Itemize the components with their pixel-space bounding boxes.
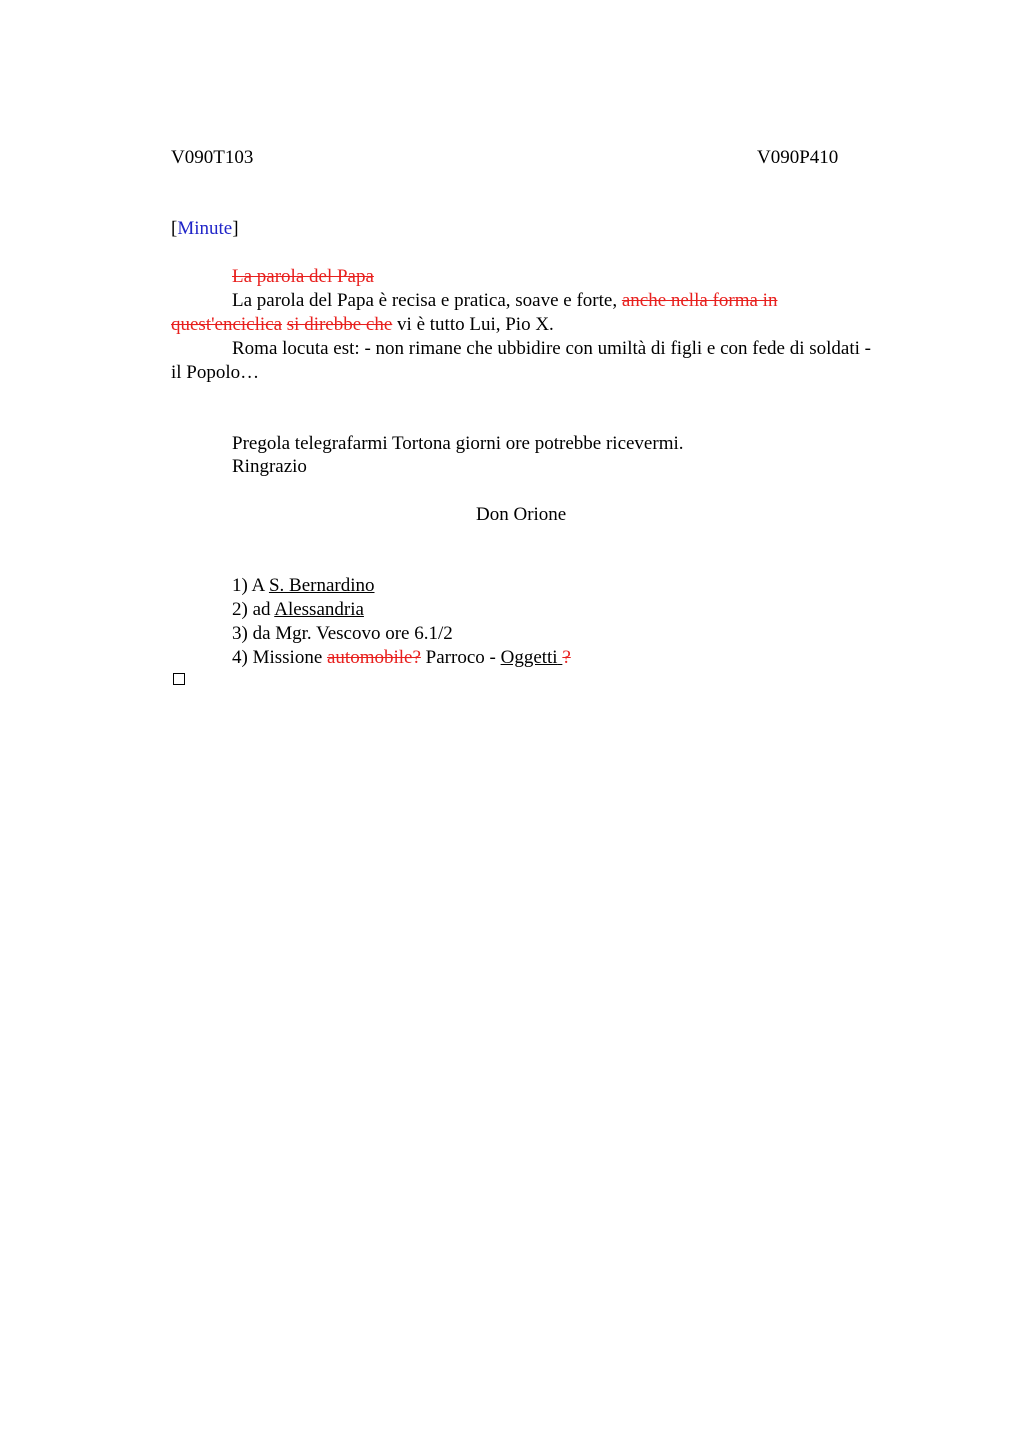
paragraph-1-text: La parola del Papa è recisa e pratica, soave e forte,	[232, 290, 618, 311]
header-left-code: V090T103	[171, 147, 254, 168]
paragraph-1-continuation: vi è tutto Lui, Pio X.	[397, 314, 554, 335]
list-item-1-place: S. Bernardino	[268, 575, 375, 596]
thanks-line: Ringrazio	[232, 456, 307, 477]
paragraph-1-deleted-word-b: si direbbe che	[286, 314, 393, 335]
list-item-4-deleted-mark: ?	[562, 647, 571, 668]
section-label-open-bracket: [	[171, 218, 178, 239]
section-label	[171, 217, 239, 241]
paragraph-2-line-1: Roma locuta est: - non rimane che ubbidire con umiltà di figli e con fede di soldati -	[232, 338, 871, 359]
section-label-text: Minute	[177, 218, 233, 239]
header-right-code: V090P410	[757, 147, 839, 168]
list-item-4-prefix: 4) Missione	[232, 647, 323, 668]
telegram-request: Pregola telegrafarmi Tortona giorni ore potrebbe ricevermi.	[232, 433, 684, 454]
list-item-2-prefix: 2) ad	[232, 599, 271, 620]
list-item-4-middle: Parroco -	[425, 647, 496, 668]
section-label-close-bracket: ]	[232, 218, 239, 239]
list-item-4-underlined: Oggetti	[500, 647, 558, 668]
list-item-4-deleted: automobile?	[327, 647, 421, 668]
signature: Don Orione	[476, 504, 567, 525]
list-item-2-place: Alessandria	[274, 599, 364, 620]
list-item-2	[232, 598, 364, 622]
checkbox-icon	[173, 673, 185, 685]
list-item-4	[232, 646, 571, 670]
deleted-title: La parola del Papa	[232, 266, 374, 287]
list-item-1-prefix: 1) A	[232, 575, 265, 596]
list-item-3: 3) da Mgr. Vescovo ore 6.1/2	[232, 623, 453, 644]
paragraph-1-line-2	[171, 313, 554, 337]
list-item-1	[232, 574, 375, 598]
paragraph-1-deleted-word-a: quest'enciclica	[171, 314, 283, 335]
paragraph-1-deleted-text: anche nella forma in	[621, 290, 778, 311]
paragraph-1-line-1	[232, 289, 777, 313]
paragraph-2-line-2: il Popolo…	[171, 362, 260, 383]
